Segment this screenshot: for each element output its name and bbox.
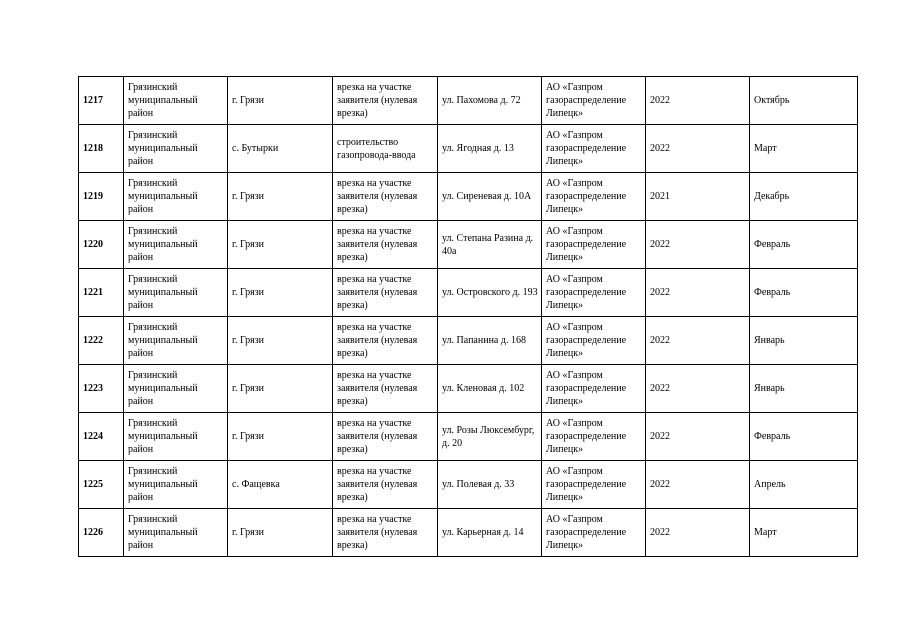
address-cell-text: ул. Сиреневая д. 10А	[442, 191, 532, 202]
address-cell	[438, 125, 542, 173]
row-number	[79, 413, 124, 461]
settlement-cell-text: г. Грязи	[232, 95, 265, 106]
year-cell-text: 2022	[650, 287, 670, 298]
organization-cell-text: АО «Газпром газораспределение Липецк»	[546, 322, 627, 359]
district-cell-text: Грязинский муниципальный район	[128, 130, 198, 167]
work-type-cell	[333, 413, 438, 461]
settlement-cell	[228, 509, 333, 557]
work-type-cell-text: врезка на участке заявителя (нулевая врезка)	[337, 322, 418, 359]
organization-cell	[542, 221, 646, 269]
month-cell	[750, 221, 858, 269]
year-cell-text: 2022	[650, 479, 670, 490]
month-cell-text: Январь	[754, 383, 785, 394]
settlement-cell-text: г. Грязи	[232, 527, 265, 538]
organization-cell	[542, 77, 646, 125]
district-cell-text: Грязинский муниципальный район	[128, 226, 198, 263]
settlement-cell	[228, 221, 333, 269]
year-cell-text: 2022	[650, 95, 670, 106]
work-type-cell-text: врезка на участке заявителя (нулевая врезка)	[337, 82, 418, 119]
district-cell	[124, 461, 228, 509]
settlement-cell-text: г. Грязи	[232, 383, 265, 394]
row-number	[79, 365, 124, 413]
work-type-cell-text: строительство газопровода-ввода	[337, 136, 416, 161]
table-row	[79, 77, 858, 125]
district-cell	[124, 77, 228, 125]
table-row	[79, 173, 858, 221]
organization-cell-text: АО «Газпром газораспределение Липецк»	[546, 178, 627, 215]
row-number	[79, 461, 124, 509]
year-cell-text: 2022	[650, 239, 670, 250]
month-cell-text: Февраль	[754, 287, 791, 298]
organization-cell	[542, 365, 646, 413]
row-number	[79, 173, 124, 221]
district-cell	[124, 269, 228, 317]
table-row	[79, 365, 858, 413]
table-row	[79, 221, 858, 269]
organization-cell	[542, 509, 646, 557]
address-cell	[438, 461, 542, 509]
settlement-cell-text: с. Бутырки	[232, 143, 279, 154]
row-number-text: 1219	[83, 191, 103, 202]
month-cell	[750, 461, 858, 509]
row-number	[79, 317, 124, 365]
table-row	[79, 509, 858, 557]
district-cell	[124, 509, 228, 557]
work-type-cell	[333, 365, 438, 413]
year-cell	[646, 125, 750, 173]
year-cell	[646, 269, 750, 317]
address-cell	[438, 269, 542, 317]
settlement-cell	[228, 365, 333, 413]
address-cell	[438, 509, 542, 557]
settlement-cell-text: с. Фащевка	[232, 479, 280, 490]
district-cell-text: Грязинский муниципальный район	[128, 178, 198, 215]
year-cell-text: 2022	[650, 431, 670, 442]
organization-cell-text: АО «Газпром газораспределение Липецк»	[546, 514, 627, 551]
year-cell-text: 2022	[650, 383, 670, 394]
row-number	[79, 221, 124, 269]
organization-cell-text: АО «Газпром газораспределение Липецк»	[546, 466, 627, 503]
address-cell-text: ул. Кленовая д. 102	[442, 383, 525, 394]
month-cell-text: Декабрь	[754, 191, 790, 202]
settlement-cell	[228, 413, 333, 461]
work-type-cell	[333, 317, 438, 365]
month-cell-text: Апрель	[754, 479, 786, 490]
table-row	[79, 125, 858, 173]
settlement-cell	[228, 269, 333, 317]
work-type-cell	[333, 509, 438, 557]
table-body	[79, 77, 858, 557]
district-cell	[124, 173, 228, 221]
district-cell-text: Грязинский муниципальный район	[128, 514, 198, 551]
work-type-cell-text: врезка на участке заявителя (нулевая врезка)	[337, 226, 418, 263]
settlement-cell-text: г. Грязи	[232, 239, 265, 250]
row-number-text: 1225	[83, 479, 103, 490]
year-cell	[646, 509, 750, 557]
organization-cell-text: АО «Газпром газораспределение Липецк»	[546, 82, 627, 119]
work-type-cell-text: врезка на участке заявителя (нулевая врезка)	[337, 370, 418, 407]
year-cell	[646, 461, 750, 509]
address-cell-text: ул. Розы Люксембург, д. 20	[442, 424, 535, 449]
settlement-cell-text: г. Грязи	[232, 431, 265, 442]
month-cell-text: Март	[754, 527, 777, 538]
district-cell	[124, 413, 228, 461]
table-row	[79, 461, 858, 509]
month-cell-text: Октябрь	[754, 95, 790, 106]
organization-cell	[542, 413, 646, 461]
table-row	[79, 317, 858, 365]
district-cell-text: Грязинский муниципальный район	[128, 370, 198, 407]
organization-cell	[542, 173, 646, 221]
district-cell-text: Грязинский муниципальный район	[128, 274, 198, 311]
month-cell-text: Февраль	[754, 431, 791, 442]
address-cell-text: ул. Карьерная д. 14	[442, 527, 524, 538]
district-cell	[124, 221, 228, 269]
month-cell	[750, 77, 858, 125]
settlement-cell-text: г. Грязи	[232, 191, 265, 202]
year-cell-text: 2022	[650, 143, 670, 154]
row-number-text: 1223	[83, 383, 103, 394]
address-cell-text: ул. Папанина д. 168	[442, 335, 526, 346]
address-cell-text: ул. Ягодная д. 13	[442, 143, 514, 154]
organization-cell-text: АО «Газпром газораспределение Липецк»	[546, 130, 627, 167]
address-cell-text: ул. Степана Разина д. 40а	[442, 232, 534, 257]
settlement-cell	[228, 317, 333, 365]
table-row	[79, 269, 858, 317]
work-type-cell-text: врезка на участке заявителя (нулевая врезка)	[337, 274, 418, 311]
settlement-cell-text: г. Грязи	[232, 335, 265, 346]
district-cell-text: Грязинский муниципальный район	[128, 466, 198, 503]
month-cell-text: Февраль	[754, 239, 791, 250]
work-type-cell	[333, 77, 438, 125]
month-cell	[750, 269, 858, 317]
address-cell	[438, 77, 542, 125]
work-type-cell	[333, 269, 438, 317]
row-number-text: 1226	[83, 527, 103, 538]
year-cell	[646, 413, 750, 461]
row-number-text: 1217	[83, 95, 103, 106]
month-cell	[750, 317, 858, 365]
month-cell	[750, 509, 858, 557]
year-cell-text: 2022	[650, 335, 670, 346]
organization-cell-text: АО «Газпром газораспределение Липецк»	[546, 370, 627, 407]
month-cell	[750, 125, 858, 173]
organization-cell	[542, 269, 646, 317]
district-cell	[124, 317, 228, 365]
work-type-cell-text: врезка на участке заявителя (нулевая врезка)	[337, 178, 418, 215]
settlement-cell-text: г. Грязи	[232, 287, 265, 298]
district-cell	[124, 125, 228, 173]
year-cell	[646, 77, 750, 125]
work-type-cell	[333, 221, 438, 269]
settlement-cell	[228, 173, 333, 221]
row-number-text: 1220	[83, 239, 103, 250]
organization-cell	[542, 317, 646, 365]
organization-cell-text: АО «Газпром газораспределение Липецк»	[546, 226, 627, 263]
work-type-cell-text: врезка на участке заявителя (нулевая врезка)	[337, 514, 418, 551]
settlement-cell	[228, 461, 333, 509]
district-cell-text: Грязинский муниципальный район	[128, 418, 198, 455]
work-type-cell-text: врезка на участке заявителя (нулевая врезка)	[337, 418, 418, 455]
work-type-cell	[333, 173, 438, 221]
month-cell-text: Январь	[754, 335, 785, 346]
settlement-cell	[228, 77, 333, 125]
row-number	[79, 77, 124, 125]
year-cell	[646, 317, 750, 365]
gasification-table	[78, 76, 858, 557]
address-cell	[438, 317, 542, 365]
year-cell	[646, 221, 750, 269]
district-cell-text: Грязинский муниципальный район	[128, 82, 198, 119]
address-cell-text: ул. Пахомова д. 72	[442, 95, 521, 106]
organization-cell-text: АО «Газпром газораспределение Липецк»	[546, 418, 627, 455]
settlement-cell	[228, 125, 333, 173]
district-cell-text: Грязинский муниципальный район	[128, 322, 198, 359]
row-number-text: 1221	[83, 287, 103, 298]
row-number	[79, 269, 124, 317]
month-cell-text: Март	[754, 143, 777, 154]
address-cell	[438, 173, 542, 221]
address-cell	[438, 365, 542, 413]
row-number-text: 1222	[83, 335, 103, 346]
address-cell-text: ул. Полевая д. 33	[442, 479, 515, 490]
address-cell	[438, 413, 542, 461]
year-cell	[646, 365, 750, 413]
work-type-cell	[333, 125, 438, 173]
row-number-text: 1224	[83, 431, 103, 442]
year-cell-text: 2022	[650, 527, 670, 538]
organization-cell	[542, 125, 646, 173]
month-cell	[750, 173, 858, 221]
district-cell	[124, 365, 228, 413]
year-cell	[646, 173, 750, 221]
address-cell-text: ул. Островского д. 193	[442, 287, 538, 298]
row-number	[79, 125, 124, 173]
address-cell	[438, 221, 542, 269]
work-type-cell	[333, 461, 438, 509]
work-type-cell-text: врезка на участке заявителя (нулевая врезка)	[337, 466, 418, 503]
row-number	[79, 509, 124, 557]
organization-cell-text: АО «Газпром газораспределение Липецк»	[546, 274, 627, 311]
row-number-text: 1218	[83, 143, 103, 154]
year-cell-text: 2021	[650, 191, 670, 202]
table-row	[79, 413, 858, 461]
month-cell	[750, 365, 858, 413]
month-cell	[750, 413, 858, 461]
organization-cell	[542, 461, 646, 509]
